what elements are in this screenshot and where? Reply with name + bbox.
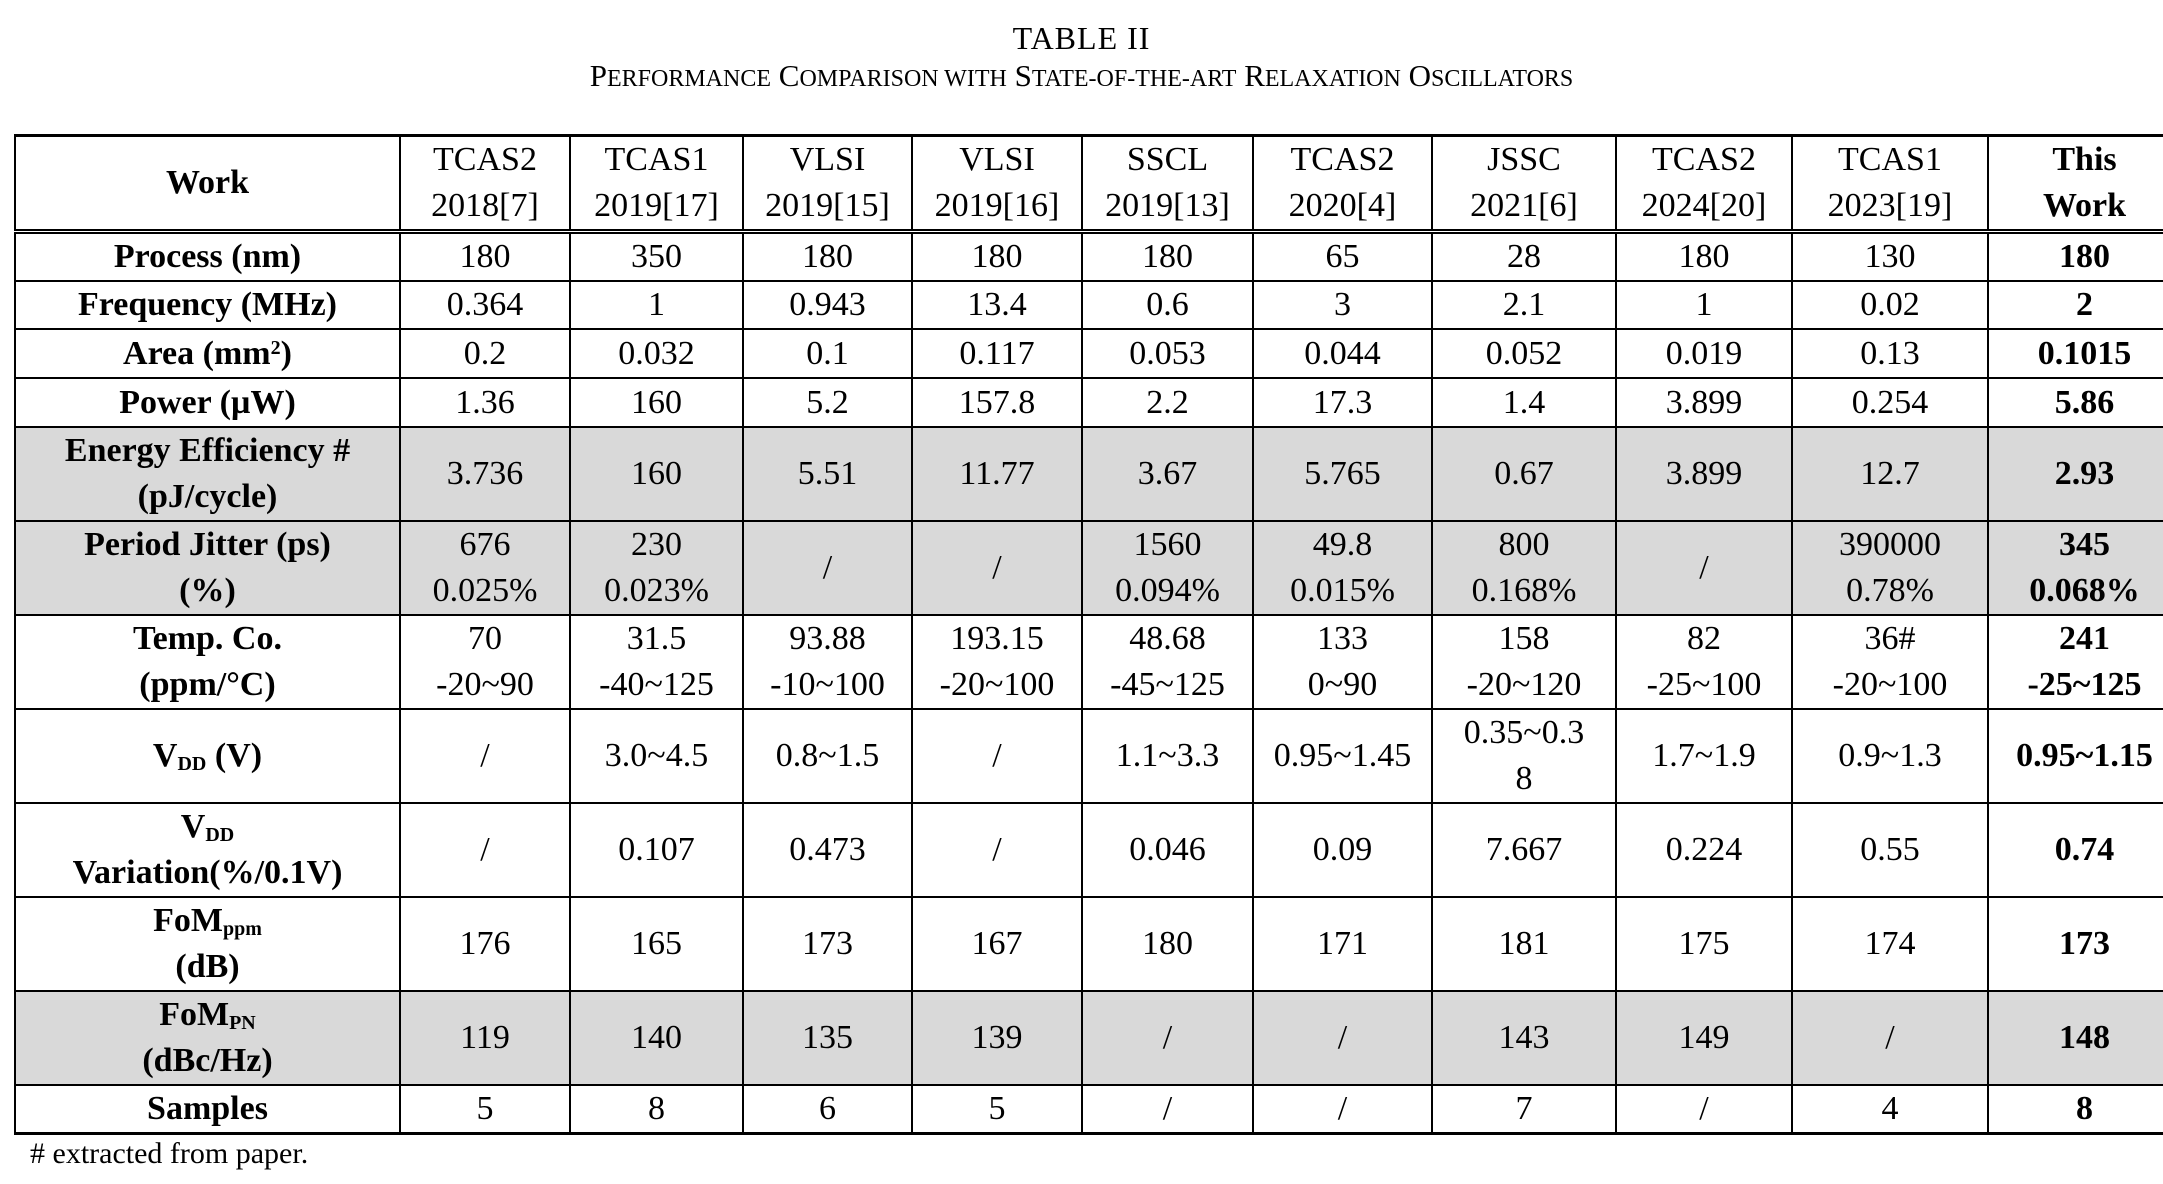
table-cell: 180 — [912, 232, 1082, 282]
table-cell: 171 — [1253, 897, 1432, 991]
table-cell: 160 — [570, 427, 743, 521]
table-cell: 139 — [912, 991, 1082, 1085]
table-cell: 3.67 — [1082, 427, 1253, 521]
table-cell: 1560 0.094% — [1082, 521, 1253, 615]
table-cell-this-work: 2.93 — [1988, 427, 2163, 521]
table-cell: 0.107 — [570, 803, 743, 897]
row-fom-ppm — [15, 897, 2163, 991]
table-cell: 3.899 — [1616, 378, 1792, 427]
table-cell: 36# -20~100 — [1792, 615, 1988, 709]
table-cell: / — [1616, 1085, 1792, 1134]
comparison-table — [14, 134, 2163, 1135]
table-cell: 3.736 — [400, 427, 570, 521]
table-cell: 676 0.025% — [400, 521, 570, 615]
table-cell-this-work: 180 — [1988, 232, 2163, 282]
table-caption: PERFORMANCE COMPARISON WITH STATE-OF-THE-ART RELAXATION OSCILLATORS — [589, 58, 1574, 93]
table-cell: 165 — [570, 897, 743, 991]
table-cell: 3.899 — [1616, 427, 1792, 521]
row-process — [15, 232, 2163, 282]
table-cell-this-work: 8 — [1988, 1085, 2163, 1134]
row-label: Frequency (MHz) — [15, 281, 400, 329]
row-area — [15, 329, 2163, 378]
row-label: FoM$_{ppm}$ (dB) — [15, 897, 400, 991]
table-cell: 28 — [1432, 232, 1616, 282]
row-vdd — [15, 709, 2163, 803]
row-label: Energy Efficiency # (pJ/cycle) — [15, 427, 400, 521]
column-header: VLSI 2019[16] — [912, 136, 1082, 232]
table-cell: / — [1616, 521, 1792, 615]
table-cell-this-work: 0.1015 — [1988, 329, 2163, 378]
table-cell: / — [743, 521, 912, 615]
table-cell-this-work: 0.95~1.15 — [1988, 709, 2163, 803]
table-cell: 350 — [570, 232, 743, 282]
row-vdd-variation — [15, 803, 2163, 897]
table-cell: 0.019 — [1616, 329, 1792, 378]
table-cell: 143 — [1432, 991, 1616, 1085]
table-cell: 1 — [1616, 281, 1792, 329]
table-cell: 800 0.168% — [1432, 521, 1616, 615]
table-cell: 0.473 — [743, 803, 912, 897]
column-header: TCAS1 2023[19] — [1792, 136, 1988, 232]
row-label: FoM$_{PN}$ (dBc/Hz) — [15, 991, 400, 1085]
table-cell: 49.8 0.015% — [1253, 521, 1432, 615]
table-cell: 2.1 — [1432, 281, 1616, 329]
table-cell: 140 — [570, 991, 743, 1085]
table-cell: 180 — [1082, 897, 1253, 991]
column-header: TCAS1 2019[17] — [570, 136, 743, 232]
row-label: Samples — [15, 1085, 400, 1134]
table-cell: 0.046 — [1082, 803, 1253, 897]
table-cell: / — [912, 803, 1082, 897]
table-cell: / — [1082, 991, 1253, 1085]
table-cell: 1.4 — [1432, 378, 1616, 427]
row-period-jitter — [15, 521, 2163, 615]
table-cell: 0.364 — [400, 281, 570, 329]
table-cell: 174 — [1792, 897, 1988, 991]
table-cell: 0.67 — [1432, 427, 1616, 521]
row-power — [15, 378, 2163, 427]
table-cell: 0.032 — [570, 329, 743, 378]
table-cell-this-work: 241 -25~125 — [1988, 615, 2163, 709]
column-header: TCAS2 2018[7] — [400, 136, 570, 232]
table-cell: 48.68 -45~125 — [1082, 615, 1253, 709]
table-cell: 0.052 — [1432, 329, 1616, 378]
row-fom-pn — [15, 991, 2163, 1085]
table-cell: 0.13 — [1792, 329, 1988, 378]
table-cell: 130 — [1792, 232, 1988, 282]
column-header: JSSC 2021[6] — [1432, 136, 1616, 232]
row-label: Temp. Co. (ppm/°C) — [15, 615, 400, 709]
row-temp-coefficient — [15, 615, 2163, 709]
row-frequency — [15, 281, 2163, 329]
table-cell: 160 — [570, 378, 743, 427]
column-header: TCAS2 2020[4] — [1253, 136, 1432, 232]
table-cell: 0.09 — [1253, 803, 1432, 897]
table-cell: 3.0~4.5 — [570, 709, 743, 803]
table-cell: 0.943 — [743, 281, 912, 329]
row-energy-efficiency — [15, 427, 2163, 521]
table-cell-this-work: 2 — [1988, 281, 2163, 329]
table-cell: 181 — [1432, 897, 1616, 991]
table-cell: 157.8 — [912, 378, 1082, 427]
table-cell: 0.35~0.3 8 — [1432, 709, 1616, 803]
table-cell: 5 — [912, 1085, 1082, 1134]
table-cell: 1 — [570, 281, 743, 329]
table-cell: 193.15 -20~100 — [912, 615, 1082, 709]
column-header-this-work: This Work — [1988, 136, 2163, 232]
table-cell: 0.224 — [1616, 803, 1792, 897]
table-cell: / — [400, 709, 570, 803]
table-cell: 158 -20~120 — [1432, 615, 1616, 709]
table-cell: 176 — [400, 897, 570, 991]
table-cell: 1.7~1.9 — [1616, 709, 1792, 803]
table-cell: 5 — [400, 1085, 570, 1134]
table-cell: 6 — [743, 1085, 912, 1134]
table-cell: 2.2 — [1082, 378, 1253, 427]
table-cell: 0.053 — [1082, 329, 1253, 378]
table-cell: 7 — [1432, 1085, 1616, 1134]
table-cell: 180 — [743, 232, 912, 282]
table-cell: 0.9~1.3 — [1792, 709, 1988, 803]
row-label: Area $(mm^2)$ — [15, 329, 400, 378]
table-cell: 3 — [1253, 281, 1432, 329]
row-label: Period Jitter (ps) (%) — [15, 521, 400, 615]
table-cell: 1.1~3.3 — [1082, 709, 1253, 803]
row-label: $V_{DD}$ Variation(%/0.1V) — [15, 803, 400, 897]
table-cell: 0.2 — [400, 329, 570, 378]
table-cell: 180 — [400, 232, 570, 282]
table-cell: 230 0.023% — [570, 521, 743, 615]
table-cell: 11.77 — [912, 427, 1082, 521]
table-cell: 173 — [743, 897, 912, 991]
table-cell: 390000 0.78% — [1792, 521, 1988, 615]
table-cell-this-work: 345 0.068% — [1988, 521, 2163, 615]
table-cell-this-work: 0.74 — [1988, 803, 2163, 897]
table-cell: / — [1082, 1085, 1253, 1134]
table-cell: 175 — [1616, 897, 1792, 991]
table-cell: 0.6 — [1082, 281, 1253, 329]
column-header: SSCL 2019[13] — [1082, 136, 1253, 232]
table-cell: 0.254 — [1792, 378, 1988, 427]
table-cell-this-work: 5.86 — [1988, 378, 2163, 427]
row-label: Power (µW) — [15, 378, 400, 427]
table-cell: 180 — [1616, 232, 1792, 282]
row-label: $V_{DD}$ (V) — [15, 709, 400, 803]
footnote: # extracted from paper. — [30, 1137, 309, 1170]
table-cell: 149 — [1616, 991, 1792, 1085]
table-cell: 5.51 — [743, 427, 912, 521]
column-header: VLSI 2019[15] — [743, 136, 912, 232]
table-cell: 0.02 — [1792, 281, 1988, 329]
table-cell: 70 -20~90 — [400, 615, 570, 709]
table-cell: 0.1 — [743, 329, 912, 378]
table-cell: 4 — [1792, 1085, 1988, 1134]
table-cell: 1.36 — [400, 378, 570, 427]
column-header: TCAS2 2024[20] — [1616, 136, 1792, 232]
table-cell-this-work: 173 — [1988, 897, 2163, 991]
table-cell: 135 — [743, 991, 912, 1085]
table-cell: 0.95~1.45 — [1253, 709, 1432, 803]
table-number: TABLE II — [1012, 20, 1151, 56]
table-cell: 0.8~1.5 — [743, 709, 912, 803]
row-samples — [15, 1085, 2163, 1134]
table-cell: 17.3 — [1253, 378, 1432, 427]
table-cell: 7.667 — [1432, 803, 1616, 897]
table-cell-this-work: 148 — [1988, 991, 2163, 1085]
table-cell: 0.117 — [912, 329, 1082, 378]
table-cell: / — [1253, 991, 1432, 1085]
table-cell: 31.5 -40~125 — [570, 615, 743, 709]
table-cell: 133 0~90 — [1253, 615, 1432, 709]
table-cell: 65 — [1253, 232, 1432, 282]
table-cell: 8 — [570, 1085, 743, 1134]
table-cell: / — [400, 803, 570, 897]
table-cell: / — [1792, 991, 1988, 1085]
table-cell: / — [912, 709, 1082, 803]
table-cell: 82 -25~100 — [1616, 615, 1792, 709]
table-cell: 119 — [400, 991, 570, 1085]
header-work-label: Work — [15, 136, 400, 232]
table-cell: 93.88 -10~100 — [743, 615, 912, 709]
table-cell: 0.044 — [1253, 329, 1432, 378]
row-label: Process (nm) — [15, 232, 400, 282]
table-cell: 13.4 — [912, 281, 1082, 329]
table-cell: / — [1253, 1085, 1432, 1134]
table-cell: 167 — [912, 897, 1082, 991]
table-cell: 5.765 — [1253, 427, 1432, 521]
table-cell: / — [912, 521, 1082, 615]
table-cell: 12.7 — [1792, 427, 1988, 521]
table-cell: 180 — [1082, 232, 1253, 282]
table-cell: 5.2 — [743, 378, 912, 427]
header-row — [15, 136, 2163, 232]
table-cell: 0.55 — [1792, 803, 1988, 897]
